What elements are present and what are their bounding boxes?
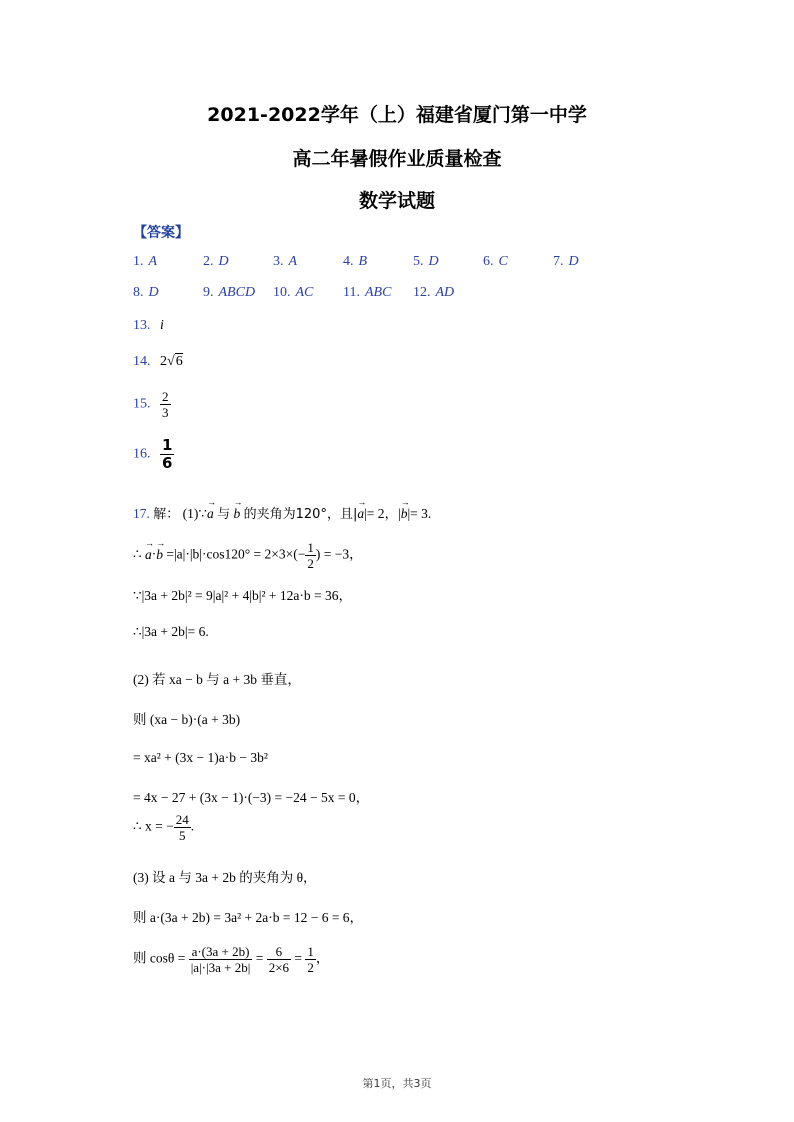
vector-a: → a <box>357 506 364 522</box>
answer-16-num: 16. <box>133 446 151 462</box>
answer-value: D <box>428 254 439 269</box>
answer-number: 9. <box>203 285 214 300</box>
q17-part3-line-2: 则 a·(3a + 2b) = 3a² + 2a·b = 12 − 6 = 6， <box>133 910 364 925</box>
cos-numerator-2: 6 <box>267 944 291 960</box>
half-denominator: 2 <box>307 556 314 571</box>
answer-number: 5. <box>413 254 424 269</box>
answer-item <box>483 254 508 270</box>
answer-16-denominator: 6 <box>162 454 173 472</box>
answer-value: D <box>218 254 229 269</box>
answer-14-num: 14. <box>133 354 151 369</box>
answer-15-fraction <box>160 389 171 420</box>
answer-14-coef: 2 <box>160 354 167 369</box>
q17-line-4: ∴|3a + 2b|= 6. <box>133 624 209 639</box>
q17-line-3: ∵|3a + 2b|² = 9|a|² + 4|b|² + 12a·b = 36， <box>133 588 352 603</box>
answer-value: ABCD <box>218 285 256 300</box>
answer-row-1 <box>133 254 693 285</box>
answer-number: 4. <box>343 254 354 269</box>
q17-line-1 <box>133 502 431 522</box>
answer-grid <box>133 254 693 316</box>
vector-b: → b <box>234 506 241 522</box>
answer-number: 7. <box>553 254 564 269</box>
cos-fraction-3 <box>305 944 316 975</box>
answer-14 <box>133 354 183 370</box>
q17-line-2: ∴ → a·→ b =|a|·|b|·cos120° = 2×3×(− $\frac{1}{2}$ ) = −3， <box>133 540 363 571</box>
answer-number: 10. <box>273 285 291 300</box>
half-fraction <box>305 540 316 571</box>
answer-14-value <box>160 354 183 369</box>
x-denominator: 5 <box>178 828 186 843</box>
q17-part2-l5-lead: ∴ x = − <box>133 818 174 834</box>
answer-16 <box>133 437 174 472</box>
half-numerator: 1 <box>307 540 314 555</box>
answer-15-numerator: 2 <box>162 389 169 404</box>
answer-item <box>133 254 157 270</box>
answer-item <box>273 285 313 301</box>
q17-part3-line-3 <box>133 944 329 975</box>
answer-16-numerator: 1 <box>162 436 173 454</box>
answer-item <box>273 254 297 270</box>
answer-value: B <box>358 254 368 269</box>
answer-value: AD <box>435 285 455 300</box>
title-line-2: 高二年暑假作业质量检查 <box>292 148 502 170</box>
vector-b: → b <box>401 506 408 522</box>
cos-denominator-1: |a|·|3a + 2b| <box>190 960 251 975</box>
q17-part2-lead: (2) 若 xa − b 与 a + 3b 垂直， <box>133 672 301 687</box>
q17-line2-end: ) = −3， <box>315 546 363 562</box>
page-footer: 第1页，共3页 <box>362 1077 432 1090</box>
q17-part1-tail: 的夹角为120°，且| <box>243 507 358 522</box>
x-numerator: 24 <box>175 812 189 827</box>
therefore-sign: ∴ <box>133 546 142 562</box>
answer-value: A <box>148 254 158 269</box>
q17-part3-l3-end: ， <box>315 950 330 966</box>
answer-value: A <box>288 254 298 269</box>
answer-item <box>553 254 579 270</box>
vector-a: → a <box>145 547 152 563</box>
answer-15-denominator: 3 <box>162 405 169 420</box>
q17-part1-mid: 与 <box>217 507 231 522</box>
q17-part1-lead: (1)∵ <box>182 506 207 521</box>
q17-part2-line-2: 则 (xa − b)·(a + 3b) <box>133 712 241 727</box>
answer-heading: 【答案】 <box>133 225 189 241</box>
cos-numerator-3: 1 <box>307 944 314 959</box>
q17-part3-lead: (3) 设 a 与 3a + 2b 的夹角为 θ， <box>133 870 317 885</box>
answer-item <box>343 285 391 301</box>
cos-fraction-1 <box>189 944 253 975</box>
answer-item <box>343 254 367 270</box>
answer-number: 2. <box>203 254 214 269</box>
answer-15-num: 15. <box>133 396 151 412</box>
answer-number: 8. <box>133 285 144 300</box>
q17-part2-l5-end: . <box>190 818 195 834</box>
answer-number: 6. <box>483 254 494 269</box>
answer-value: AC <box>295 285 314 300</box>
cos-fraction-2 <box>267 944 291 975</box>
answer-value: ABC <box>364 285 392 300</box>
vector-a: → a <box>207 506 214 522</box>
q17-part2-line-4: = 4x − 27 + (3x − 1)·(−3) = −24 − 5x = 0， <box>133 790 370 805</box>
answer-number: 12. <box>413 285 431 300</box>
answer-item <box>413 254 439 270</box>
equals-sign: = <box>294 950 303 966</box>
title-line-1: 2021-2022学年（上）福建省厦门第一中学 <box>207 104 587 126</box>
answer-13-value: i <box>160 318 164 333</box>
answer-item <box>203 285 255 301</box>
answer-13-num: 13. <box>133 318 151 333</box>
vector-b: → b <box>156 547 163 563</box>
cos-numerator-1: a·(3a + 2b) <box>189 944 253 960</box>
q17-num: 17. <box>133 506 150 521</box>
answer-value: D <box>568 254 579 269</box>
answer-item <box>413 285 454 301</box>
q17-line2-expr: =|a|·|b|·cos120° = 2×3×(− <box>166 546 306 562</box>
answer-number: 11. <box>343 285 360 300</box>
answer-14-radicand: 6 <box>175 354 183 369</box>
q17-part2-line-3: = xa² + (3x − 1)a·b − 3b² <box>133 750 268 765</box>
x-fraction <box>174 812 191 843</box>
answer-item <box>133 285 159 301</box>
answer-number: 1. <box>133 254 144 269</box>
equals-sign: = <box>255 950 264 966</box>
answer-16-fraction <box>160 437 174 472</box>
q17-part1-a-eq: |= 2，| <box>364 506 401 521</box>
q17-part3-l3-lead: 则 cosθ = <box>133 950 186 966</box>
q17-part2-line-5 <box>133 812 194 843</box>
title-line-3: 数学试题 <box>358 190 435 212</box>
answer-value: D <box>148 285 159 300</box>
sqrt-sign: √ <box>167 354 175 369</box>
answer-item <box>203 254 229 270</box>
cos-denominator-3: 2 <box>307 960 314 975</box>
q17-label: 解： <box>153 507 180 522</box>
answer-row-2 <box>133 285 693 316</box>
q17-part1-b-eq: |= 3. <box>407 506 432 521</box>
answer-13 <box>133 318 164 334</box>
answer-value: C <box>498 254 508 269</box>
answer-number: 3. <box>273 254 284 269</box>
cos-denominator-2: 2×6 <box>268 960 290 975</box>
answer-15 <box>133 389 171 420</box>
